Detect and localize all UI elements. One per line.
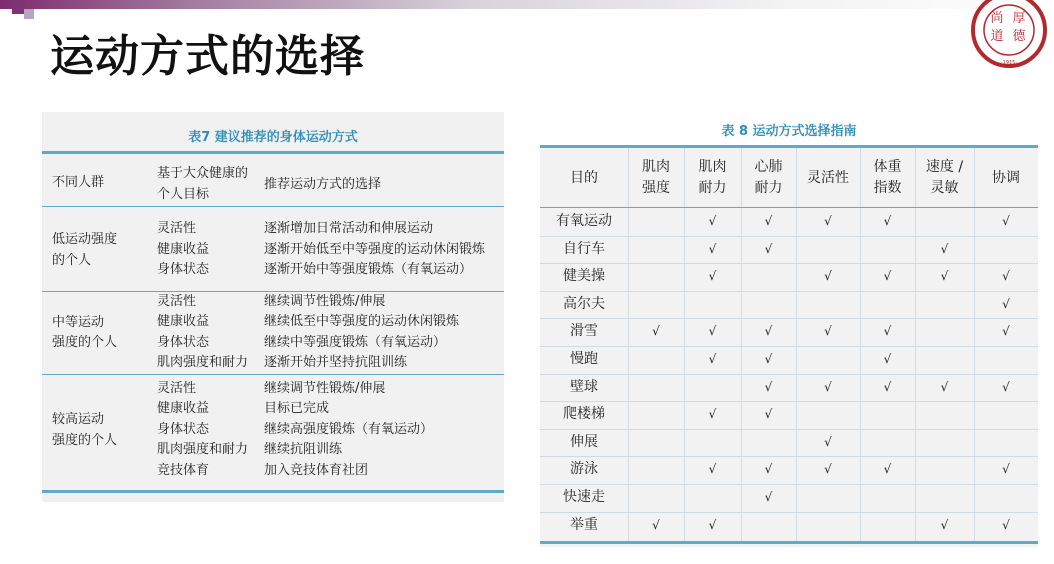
table8-check-mark: √ (708, 517, 717, 532)
table8-header-line: 肌肉 (642, 159, 670, 175)
table7-group-rule (42, 374, 504, 375)
table7-goal-item: 灵活性 (157, 380, 197, 396)
table8-check-mark: √ (764, 407, 773, 422)
table8-row-label: 自行车 (563, 240, 605, 257)
table8-header-line: 目的 (570, 169, 598, 186)
table8-check-mark: √ (708, 241, 717, 256)
table7-goal-item: 身体状态 (157, 421, 210, 437)
table7-recommendation-item: 目标已完成 (264, 401, 330, 417)
table7-recommendation-item: 继续中等强度锻炼（有氧运动） (264, 334, 447, 350)
table8 (540, 145, 1038, 547)
table8-check-mark: √ (1002, 296, 1010, 311)
table8-row-label: 伸展 (570, 433, 598, 450)
table7-population-line: 中等运动 (52, 314, 105, 330)
table8-check-mark: √ (708, 352, 717, 366)
table8-check-mark: √ (764, 379, 773, 394)
top-gradient-strip (0, 0, 1054, 9)
table8-header-text (992, 168, 1020, 189)
table7-population-line: 低运动强度 (52, 232, 118, 247)
table7-recommendation-item: 继续高强度锻炼（有氧运动） (264, 421, 434, 437)
table7-recommendation-item: 继续抗阻训练 (264, 442, 343, 458)
table8-header-cell (628, 153, 684, 203)
table8-header-line: 协调 (992, 169, 1020, 186)
table7-top-rule (42, 151, 504, 154)
table7-goals (157, 219, 209, 281)
table8-bottom-rule (540, 541, 1038, 544)
table7-caption: 表7 建议推荐的身体运动方式 (188, 130, 358, 145)
table8-header-cell (741, 153, 796, 203)
table7-goal-item: 身体状态 (157, 334, 210, 350)
table8-row-label: 游泳 (570, 461, 598, 478)
table8-check-mark: √ (708, 407, 717, 422)
table7-goal-item: 肌肉强度和耐力 (157, 355, 249, 370)
table8-caption: 表 8 运动方式选择指南 (721, 124, 857, 139)
table7-recommendation-item: 逐渐增加日常活动和伸展运动 (264, 221, 434, 237)
svg-text:道: 道 (990, 29, 1004, 44)
table8-header-text (874, 157, 902, 199)
table8-check-mark: √ (652, 517, 660, 532)
table7-bottom-rule (42, 490, 504, 493)
table8-check-mark: √ (764, 462, 773, 477)
table7-header-population: 不同人群 (52, 175, 105, 190)
accent-square-light (24, 9, 34, 19)
svg-text:德: 德 (1012, 29, 1026, 44)
table8-check-mark: √ (764, 241, 773, 256)
table8-check-mark: √ (940, 379, 949, 394)
table8-header-line: 灵敏 (930, 180, 959, 196)
table8-row-label: 快速走 (563, 489, 605, 505)
table7-recommendation-item: 逐渐开始低至中等强度的运动休闲锻炼 (264, 241, 486, 257)
table7-recommendations (264, 292, 459, 374)
top-decoration-bar (0, 0, 1054, 22)
table7-goals (157, 379, 248, 482)
table7-goals (157, 292, 248, 374)
table8-check-mark: √ (1002, 517, 1010, 532)
table7-population-line: 强度的个人 (52, 335, 118, 350)
table8-check-mark: √ (764, 490, 773, 504)
table8-check-mark: √ (708, 462, 717, 477)
table8-check-mark: √ (1002, 462, 1010, 477)
table8-check-mark: √ (1002, 214, 1010, 228)
table8-check-mark: √ (1002, 269, 1010, 284)
table7-population (52, 313, 117, 354)
table8-check-mark: √ (883, 462, 892, 477)
table8-check-mark: √ (824, 434, 832, 449)
table7-recommendation-item: 逐渐开始并坚持抗阻训练 (264, 355, 408, 370)
table8-check-mark: √ (1002, 379, 1010, 394)
table7-population (52, 410, 117, 451)
table7-header-goal (157, 164, 248, 205)
table8-header-text (699, 157, 727, 199)
table7-recommendations (264, 219, 485, 281)
table8-check-mark: √ (824, 324, 832, 339)
table8-row-label: 滑雪 (570, 323, 598, 340)
table7-goal-item: 身体状态 (157, 262, 210, 278)
table8-row-label: 高尔夫 (563, 295, 605, 312)
svg-text:·1915·: ·1915· (1001, 60, 1017, 66)
table8-header-cell (915, 153, 974, 203)
table8-header-line: 体重 (873, 159, 902, 175)
table7-recommendation-item: 继续调节性锻炼/伸展 (264, 293, 386, 309)
table8-check-mark: √ (824, 462, 832, 477)
slide-title: 运动方式的选择 (50, 31, 365, 82)
table7-recommendation-item: 加入竞技体育社团 (264, 462, 369, 478)
table7-header-recommendation: 推荐运动方式的选择 (264, 177, 382, 192)
table8-check-mark: √ (708, 214, 717, 228)
table8-row-label: 慢跑 (570, 351, 598, 367)
table8-check-mark: √ (764, 324, 773, 339)
table8-header-text (570, 168, 598, 189)
table8-row-label: 有氧运动 (556, 213, 612, 229)
table7-goal-item: 健康收益 (157, 241, 210, 257)
table8-check-mark: √ (940, 269, 949, 284)
table8-check-mark: √ (883, 324, 892, 339)
svg-text:尚: 尚 (990, 11, 1004, 26)
table8-header-cell (540, 153, 628, 203)
table8-check-mark: √ (764, 214, 773, 228)
table8-check-mark: √ (764, 352, 773, 366)
table8-header-line: 指数 (873, 180, 902, 196)
table7-recommendation-item: 继续低至中等强度的运动休闲锻炼 (264, 314, 460, 329)
table7-goal-item: 肌肉强度和耐力 (157, 442, 249, 458)
table7-recommendation-item: 继续调节性锻炼/伸展 (264, 380, 386, 396)
table8-header-text (807, 168, 849, 189)
table8-check-mark: √ (940, 241, 949, 256)
table8-header-line: 耐力 (754, 180, 783, 196)
table8-check-mark: √ (824, 214, 832, 228)
table7-goal-item: 灵活性 (157, 293, 197, 309)
table8-row-label: 爬楼梯 (563, 406, 605, 423)
table8-row-label: 举重 (570, 516, 598, 533)
table7-recommendations (264, 379, 433, 482)
table8-check-mark: √ (940, 517, 949, 532)
table7-recommendation-item: 逐渐开始中等强度锻炼（有氧运动） (264, 262, 473, 278)
table8-check-mark: √ (824, 269, 832, 284)
table7-population (52, 230, 117, 271)
table7-goal-item: 健康收益 (157, 314, 210, 329)
table8-header-line: 心肺 (754, 159, 783, 175)
table8-check-mark: √ (652, 324, 660, 339)
table8-check-mark: √ (883, 379, 892, 394)
table8-check-mark: √ (1002, 324, 1010, 339)
table8-header-cell (974, 153, 1038, 203)
table8-header-text (926, 157, 963, 199)
table8-check-mark: √ (824, 379, 832, 394)
table8-check-mark: √ (708, 269, 717, 284)
table8-row-label: 壁球 (570, 378, 598, 395)
table8-header-text (642, 157, 670, 199)
table8-header-line: 速度 / (925, 159, 964, 175)
table8-header-cell (684, 153, 741, 203)
university-seal-icon (963, 0, 1054, 72)
table8-check-mark: √ (883, 269, 892, 284)
table7-header-goal-line: 个人目标 (157, 186, 210, 202)
table7-goal-item: 竞技体育 (157, 462, 210, 478)
table8-check-mark: √ (883, 352, 892, 366)
table7-header-rule (42, 206, 504, 207)
table8-row-label: 健美操 (563, 268, 605, 285)
table8-header-line: 耐力 (698, 180, 727, 196)
table8-header-text (755, 157, 783, 199)
table7-goal-item: 健康收益 (157, 401, 210, 417)
table8-top-rule (540, 145, 1038, 148)
table7-population-line: 的个人 (52, 252, 92, 268)
table8-header-line: 灵活性 (807, 169, 849, 186)
svg-text:厚: 厚 (1012, 11, 1026, 26)
table8-header-line: 肌肉 (698, 159, 727, 175)
table7-population-line: 较高运动 (52, 412, 105, 427)
table8-check-mark: √ (883, 214, 892, 228)
table7-header-goal-line: 基于大众健康的 (157, 166, 249, 181)
table7-goal-item: 灵活性 (157, 221, 197, 237)
table8-header-line: 强度 (642, 180, 670, 196)
table8-header-cell (860, 153, 915, 203)
table8-check-mark: √ (708, 324, 717, 339)
table8-header-cell (796, 153, 860, 203)
table7-population-line: 强度的个人 (52, 432, 118, 448)
